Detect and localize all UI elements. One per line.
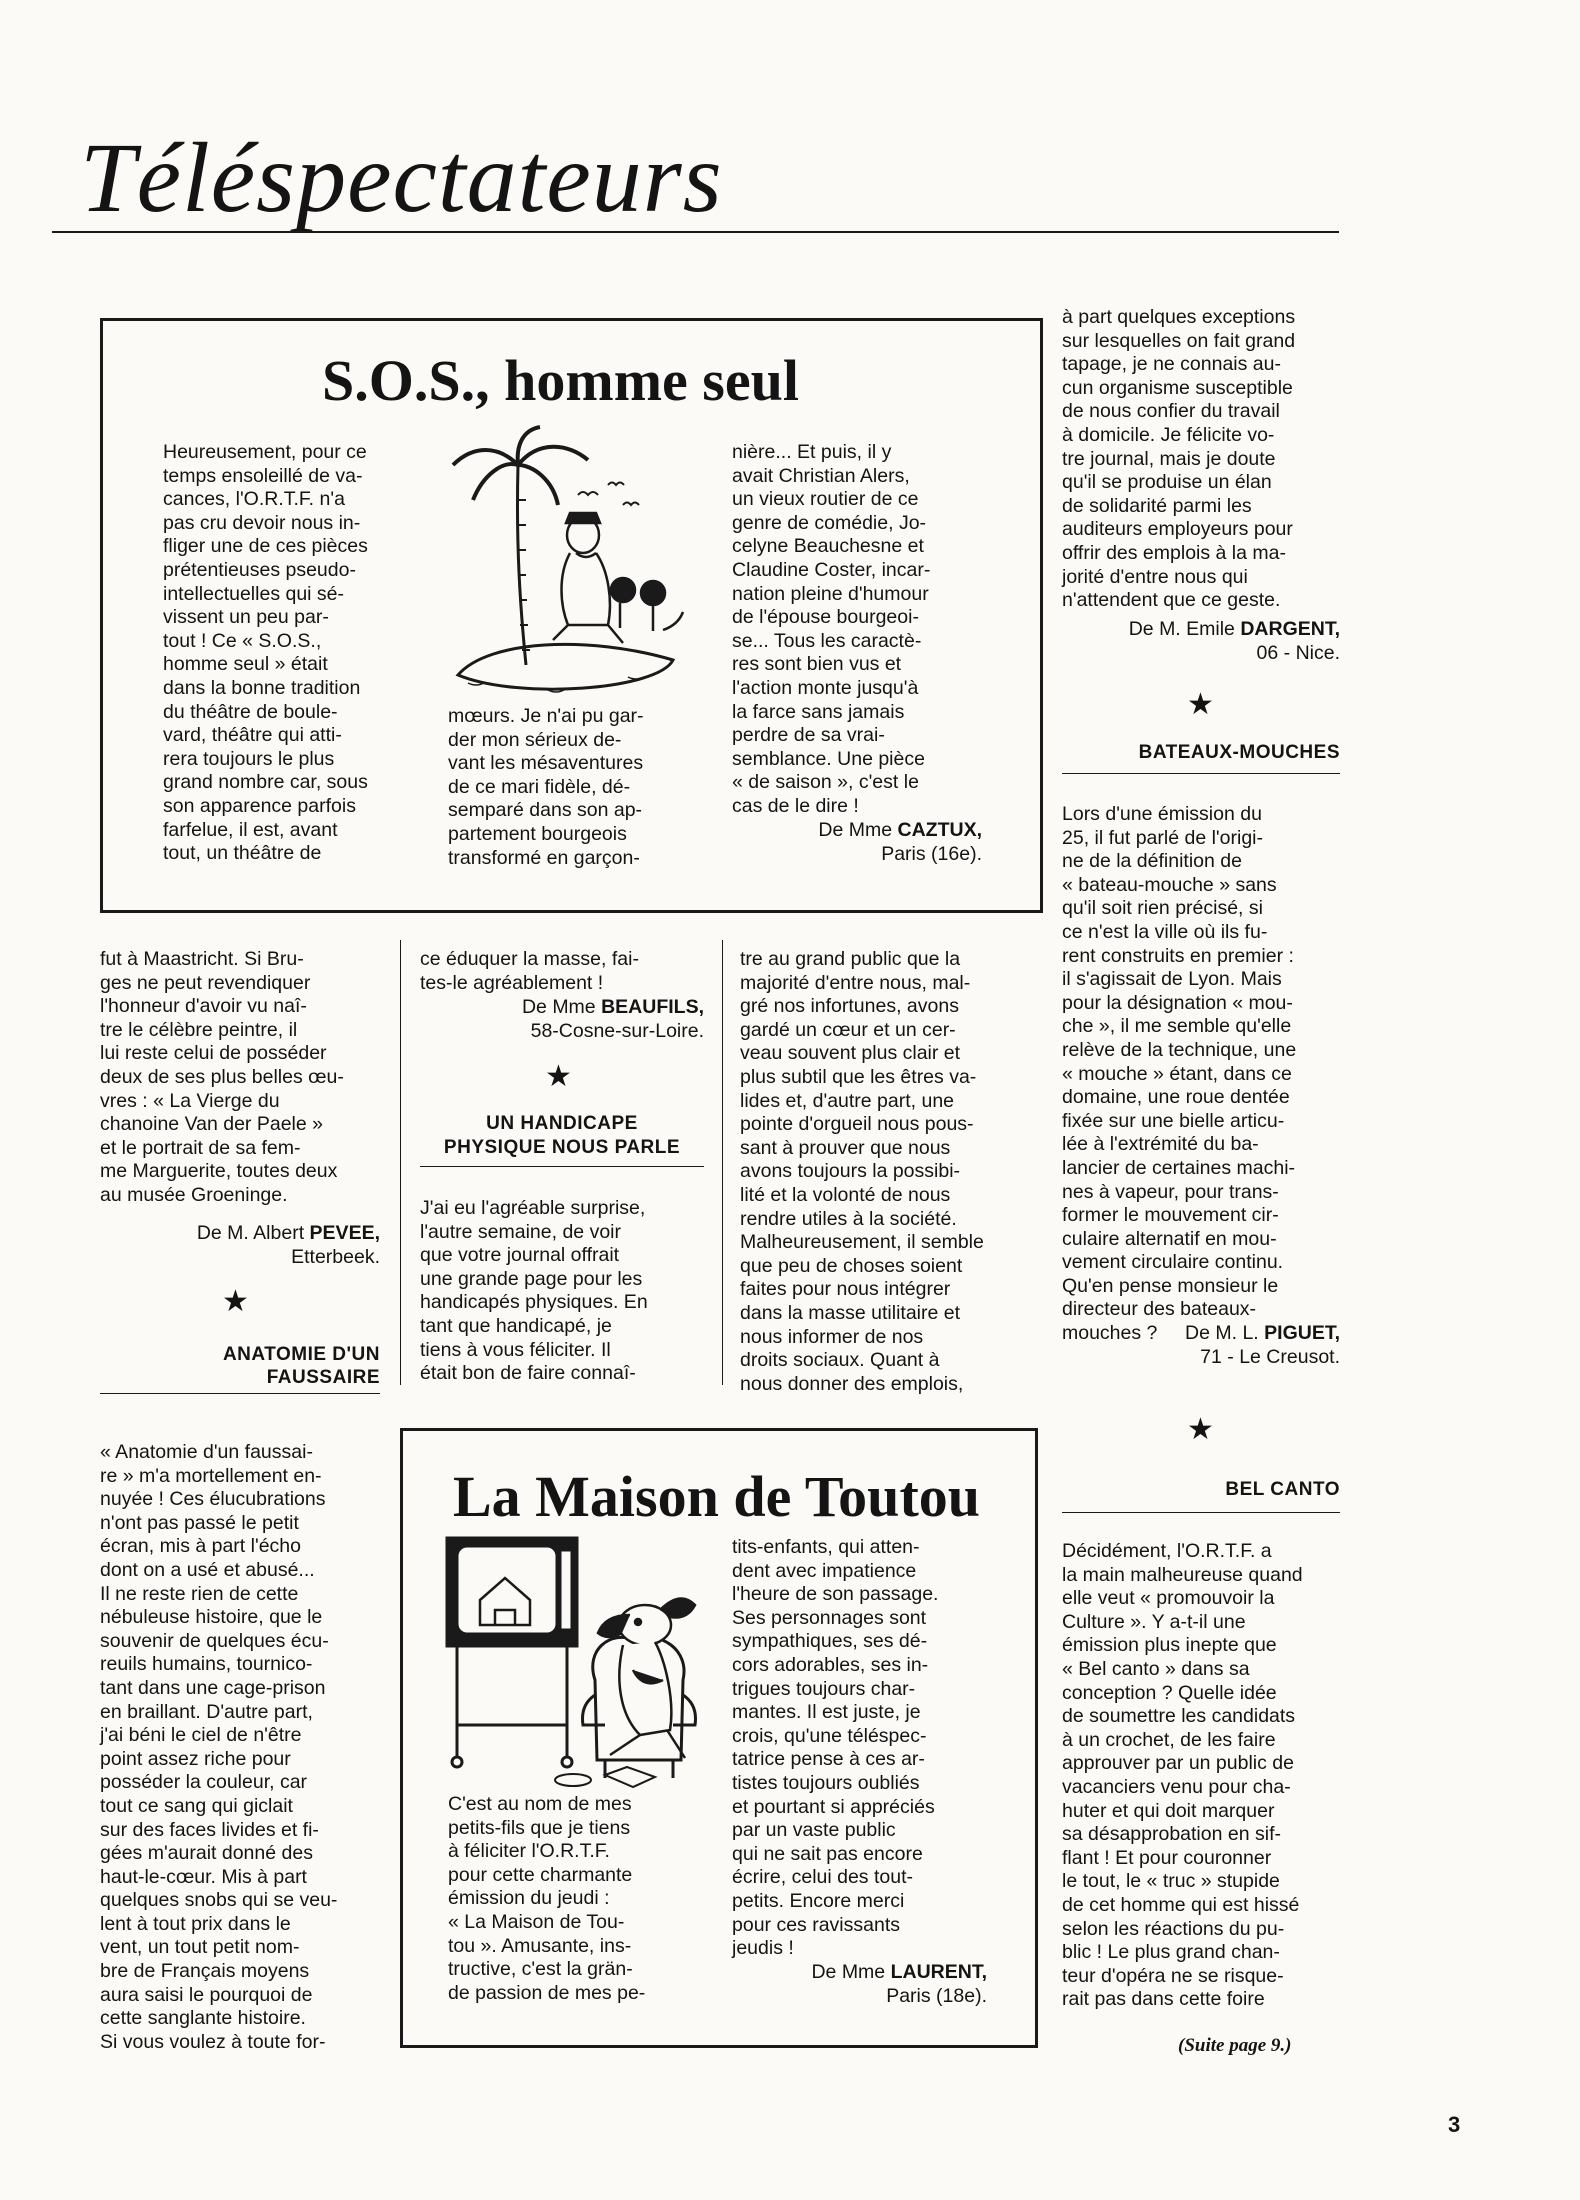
sos-article-title: S.O.S., homme seul (322, 348, 799, 413)
page-number: 3 (1448, 2112, 1461, 2137)
dargent-signature-place: 06 - Nice. (1256, 641, 1340, 664)
pevee-signature: De M. Albert PEVEE, Etterbeek. (196, 1222, 380, 1268)
anatomie-heading-line-1: ANATOMIE D'UN (222, 1344, 380, 1365)
handicape-rule (420, 1166, 704, 1167)
column-divider (722, 940, 723, 1385)
anatomie-rule (100, 1393, 380, 1394)
beaufils-letter: ce éduquer la masse, fai- tes-le agréablement ! (420, 948, 639, 994)
piguet-signature-place: 71 - Le Creusot. (1200, 1345, 1340, 1368)
handicape-heading-line-2: PHYSIQUE NOUS PARLE (443, 1137, 681, 1158)
beaufils-signature-name: BEAUFILS, (601, 996, 704, 1018)
handicape-letter-part-2: tre au grand public que la majorité d'entre nous, mal- gré nos infortunes, avons gardé un cœur et un cer- veau souvent plus clair et plus subtil que les êtres va- lides et, d'autre part, une pointe d'orgueil nous pous- sant à prouver que nous avons toujours la possibi- lité et la volonté de nous rendre utiles à la société. Malheureusement, il semble que peu de choses soient faites pour nous intégrer dans la masse utilitaire et nous informer de nos droits sociaux. Quant à nous donner des emplois, (740, 948, 984, 1395)
handicape-heading-line-1: UN HANDICAPE (486, 1113, 638, 1134)
anatomie-letter: « Anatomie d'un faussai- re » m'a mortellement en- nuyée ! Ces élucubrations n'ont pas passé le petit écran, mis à part l'écho dont on a usé et abusé... Il ne reste rien de cette nébuleuse histoire, que le souvenir de quelques écu- reuils humains, tournico- tant dans une cage-prison en braillant. D'autre part, j'ai béni le ciel de n'être point assez riche pour posséder la couleur, car tout ce sang qui giclait sur des faces livides et fi- gées m'aurait donné des haut-le-cœur. Mis à part quelques snobs qui se veu- lent à tout prix dans le vent, un tout petit nom- bre de Français moyens aura saisi le pourquoi de cette sanglante histoire. Si vous voulez à toute for- (100, 1441, 338, 2053)
bel-canto-letter: Décidément, l'O.R.T.F. a la main malheureuse quand elle veut « promouvoir la Culture ». Y a-t-il une émission plus inepte que « Bel canto » dans sa conception ? Quelle idée de soumettre les candidats à un crochet, de les faire approuver par un public de vacanciers venu pour cha- huter et qui doit marquer sa désapprobation en sif- flant ! Et pour couronner le tout, le « truc » stupide de cet homme qui est hissé selon les réactions du pu- blic ! Le plus grand chan- teur d'opéra ne se risque- rait pas dans cette foire (1062, 1540, 1303, 2011)
toutou-article-title: La Maison de Toutou (453, 1464, 981, 1529)
birds-icon (578, 483, 639, 506)
pevee-signature-name: PEVEE, (309, 1222, 380, 1244)
sos-column-3: nière... Et puis, il y avait Christian Alers, un vieux routier de ce genre de comédie, Jo- celyne Beauchesne et Claudine Coster, incar- nation pleine d'humour de l'épouse bourgeoi- se... Tous les caractè- res sont bien vus et l'action monte jusqu'à la farce sans jamais perdre de sa vrai- semblance. Une pièce « de saison », c'est le cas de le dire ! (732, 441, 931, 817)
dargent-signature: De M. Emile DARGENT, 06 - Nice. (1128, 618, 1340, 664)
column-divider (400, 940, 401, 1385)
desert-island-cartoon (448, 425, 693, 700)
section-title: Téléspectateurs (80, 122, 723, 233)
dargent-signature-name: DARGENT, (1240, 618, 1340, 640)
right-top-letter: à part quelques exceptions sur lesquelles on fait grand tapage, je ne connais au- cun organisme susceptible de nous confier du travail à domicile. Je félicite vo- tre journal, mais je doute qu'il se produise un élan de solidarité parmi les auditeurs employeurs pour offrir des emplois à la ma- jorité d'entre nous qui n'attendent que ce geste. (1062, 306, 1296, 612)
dog-watching-tv-cartoon (445, 1530, 710, 1795)
anatomie-heading-line-2: FAUSSAIRE (266, 1367, 380, 1388)
piguet-signature: De M. L. PIGUET, 71 - Le Creusot. (1185, 1322, 1340, 1368)
mermaids-figure (611, 578, 683, 631)
sos-signature-place: Paris (16e). (881, 842, 982, 865)
palm-tree-icon (453, 427, 588, 665)
pevee-signature-place: Etterbeek. (291, 1245, 380, 1268)
sos-column-2: mœurs. Je n'ai pu gar- der mon sérieux de- vant les mésaventures de ce mari fidèle, dé- semparé dans son ap- partement bourgeois transformé en garçon- (448, 705, 644, 869)
bateaux-mouches-heading: BATEAUX-MOUCHES (1138, 742, 1340, 763)
television-icon (447, 1538, 577, 1767)
island-outline (458, 644, 673, 689)
handicape-letter-part-1: J'ai eu l'agréable surprise, l'autre semaine, de voir que votre journal offrait une grande page pour les handicapés physiques. En tant que handicapé, je tiens à vous féliciter. Il était bon de faire connaî- (420, 1197, 648, 1385)
bel-canto-heading: BEL CANTO (1225, 1479, 1340, 1500)
castaway-man-figure (553, 513, 623, 643)
beaufils-signature-place: 58-Cosne-sur-Loire. (530, 1019, 704, 1042)
section-title-rule (52, 231, 1339, 233)
separator-star-icon: ★ (222, 1285, 249, 1318)
laurent-signature-name: LAURENT, (890, 1961, 987, 1983)
laurent-signature-place: Paris (18e). (886, 1984, 987, 2007)
toutou-column-1: C'est au nom de mes petits-fils que je tiens à féliciter l'O.R.T.F. pour cette charmante émission du jeudi : « La Maison de Tou- tou ». Amusante, ins- tructive, c'est la grän- de passion de mes pe- (448, 1793, 646, 2004)
beaufils-signature: De Mme BEAUFILS, 58-Cosne-sur-Loire. (521, 996, 704, 1042)
sos-signature-name: CAZTUX, (897, 819, 982, 841)
bel-canto-rule (1062, 1512, 1340, 1513)
separator-star-icon: ★ (545, 1060, 572, 1093)
continued-note: (Suite page 9.) (1178, 2035, 1292, 2056)
sos-column-1: Heureusement, pour ce temps ensoleillé de va- cances, l'O.R.T.F. n'a pas cru devoir nous in- fliger une de ces pièces prétentieuses pseudo- intellectuelles qui sé- vissent un peu par- tout ! Ce « S.O.S., homme seul » était dans la bonne tradition du théâtre de boule- vard, théâtre qui atti- rera toujours le plus grand nombre car, sous son apparence parfois farfelue, il est, avant tout, un théâtre de (163, 441, 368, 865)
bateaux-mouches-rule (1062, 773, 1340, 774)
bateaux-mouches-letter: Lors d'une émission du 25, il fut parlé de l'origi- ne de la définition de « bateau-mouche » sans qu'il soit rien précisé, si ce n'est la ville où ils fu- rent construits en premier : il s'agissait de Lyon. Mais pour la désignation « mou- che », il me semble qu'elle relève de la technique, une « mouche » étant, dans ce domaine, une roue dentée fixée sur une bielle articu- lée à l'extrémité du ba- lancier de certaines machi- nes à vapeur, pour trans- former le mouvement cir- culaire alternatif en mou- vement circulaire continu. Qu'en pense monsieur le directeur des bateaux- mouches ? (1062, 803, 1297, 1345)
toutou-column-2: tits-enfants, qui atten- dent avec impatience l'heure de son passage. Ses personnages sont sympathiques, ses dé- cors adorables, ses in- trigues toujours char- mantes. Il est juste, je crois, qu'une téléspec- tatrice pense à ces ar- tistes toujours oubliés et pourtant si appréciés par un vaste public qui ne sait pas encore écrire, celui des tout- petits. Encore merci pour ces ravissants jeudis ! (732, 1536, 939, 1960)
piguet-signature-name: PIGUET, (1264, 1322, 1340, 1344)
bruges-letter: fut à Maastricht. Si Bru- ges ne peut revendiquer l'honneur d'avoir vu naî- tre le célèbre peintre, il lui reste celui de posséder deux de ses plus belles œu- vres : « La Vierge du chanoine Van der Paele » et le portrait de sa fem- me Marguerite, toutes deux au musée Groeninge. (100, 948, 344, 1206)
sos-signature: De Mme CAZTUX, Paris (16e). (818, 819, 982, 865)
separator-star-icon: ★ (1187, 1413, 1214, 1446)
separator-star-icon: ★ (1187, 688, 1214, 721)
laurent-signature: De Mme LAURENT, Paris (18e). (811, 1961, 987, 2007)
